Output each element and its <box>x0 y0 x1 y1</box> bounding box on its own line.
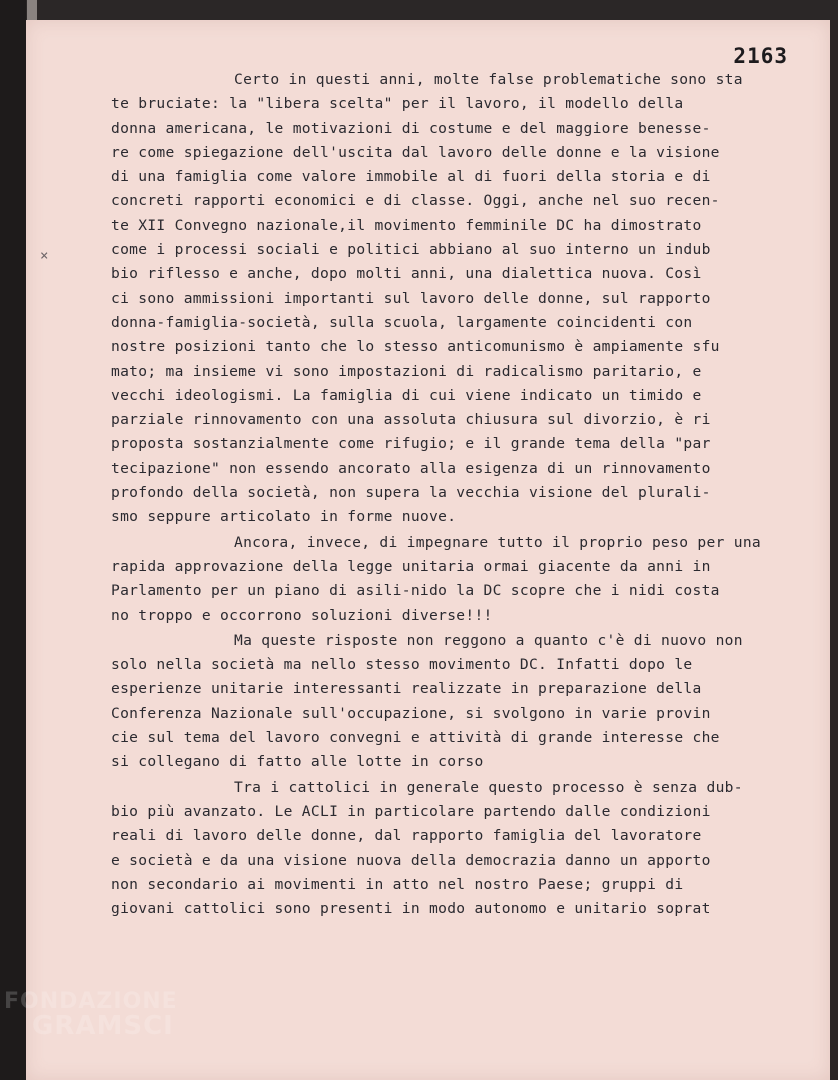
text-line: vecchi ideologismi. La famiglia di cui viene indicato un timido e <box>111 386 702 404</box>
text-line: no troppo e occorrono soluzioni diverse!!! <box>111 606 493 624</box>
scan-left-border <box>0 0 26 1080</box>
document-page <box>26 20 830 1080</box>
text-line: reali di lavoro delle donne, dal rapporto famiglia del lavoratore <box>111 827 702 845</box>
text-line: bio riflesso e anche, dopo molti anni, una dialettica nuova. Così <box>111 265 702 283</box>
text-line: te bruciate: la "libera scelta" per il lavoro, il modello della <box>111 95 684 113</box>
text-line: tecipazione" non essendo ancorato alla esigenza di un rinnovamento <box>111 459 711 477</box>
text-line: cie sul tema del lavoro convegni e attività di grande interesse che <box>111 729 720 747</box>
document-body <box>111 68 811 921</box>
text-line: te XII Convegno nazionale,il movimento femminile DC ha dimostrato <box>111 216 702 234</box>
text-line: e società e da una visione nuova della democrazia danno un apporto <box>111 851 711 869</box>
text-line: non secondario ai movimenti in atto nel nostro Paese; gruppi di <box>111 875 684 893</box>
text-line: concreti rapporti economici e di classe. Oggi, anche nel suo recen- <box>111 192 720 210</box>
text-line: proposta sostanzialmente come rifugio; e il grande tema della "par <box>111 435 711 453</box>
text-line: donna-famiglia-società, sulla scuola, largamente coincidenti con <box>111 313 693 331</box>
text-line: ci sono ammissioni importanti sul lavoro delle donne, sul rapporto <box>111 289 711 307</box>
page-number: 2163 <box>733 44 788 68</box>
text-line: di una famiglia come valore immobile al di fuori della storia e di <box>111 168 711 186</box>
text-line: Ma queste risposte non reggono a quanto c'è di nuovo non <box>234 631 743 649</box>
scan-tab-marker <box>27 0 37 20</box>
text-line: si collegano di fatto alle lotte in corso <box>111 753 484 771</box>
text-line: profondo della società, non supera la vecchia visione del plurali- <box>111 484 711 502</box>
text-line: rapida approvazione della legge unitaria ormai giacente da anni in <box>111 557 711 575</box>
text-line: re come spiegazione dell'uscita dal lavoro delle donne e la visione <box>111 143 720 161</box>
text-line: donna americana, le motivazioni di costume e del maggiore benesse- <box>111 119 711 137</box>
text-line: mato; ma insieme vi sono impostazioni di radicalismo paritario, e <box>111 362 702 380</box>
text-line: bio più avanzato. Le ACLI in particolare partendo dalle condizioni <box>111 802 711 820</box>
text-line: parziale rinnovamento con una assoluta chiusura sul divorzio, è ri <box>111 411 711 429</box>
scan-top-border <box>26 0 838 20</box>
text-line: nostre posizioni tanto che lo stesso anticomunismo è ampiamente sfu <box>111 338 720 356</box>
margin-mark: × <box>40 248 49 264</box>
text-line: Parlamento per un piano di asili-nido la DC scopre che i nidi costa <box>111 582 720 600</box>
text-line: Certo in questi anni, molte false problematiche sono sta <box>234 71 743 88</box>
text-line: esperienze unitarie interessanti realizzate in preparazione della <box>111 680 702 698</box>
text-line: Ancora, invece, di impegnare tutto il proprio peso per una <box>234 533 761 551</box>
text-line: Conferenza Nazionale sull'occupazione, si svolgono in varie provin <box>111 704 711 722</box>
text-line: come i processi sociali e politici abbiano al suo interno un indub <box>111 241 711 259</box>
text-line: solo nella società ma nello stesso movimento DC. Infatti dopo le <box>111 656 693 674</box>
text-line: Tra i cattolici in generale questo processo è senza dub- <box>234 778 743 796</box>
text-line: giovani cattolici sono presenti in modo autonomo e unitario soprat <box>111 900 711 918</box>
text-line: smo seppure articolato in forme nuove. <box>111 508 457 526</box>
